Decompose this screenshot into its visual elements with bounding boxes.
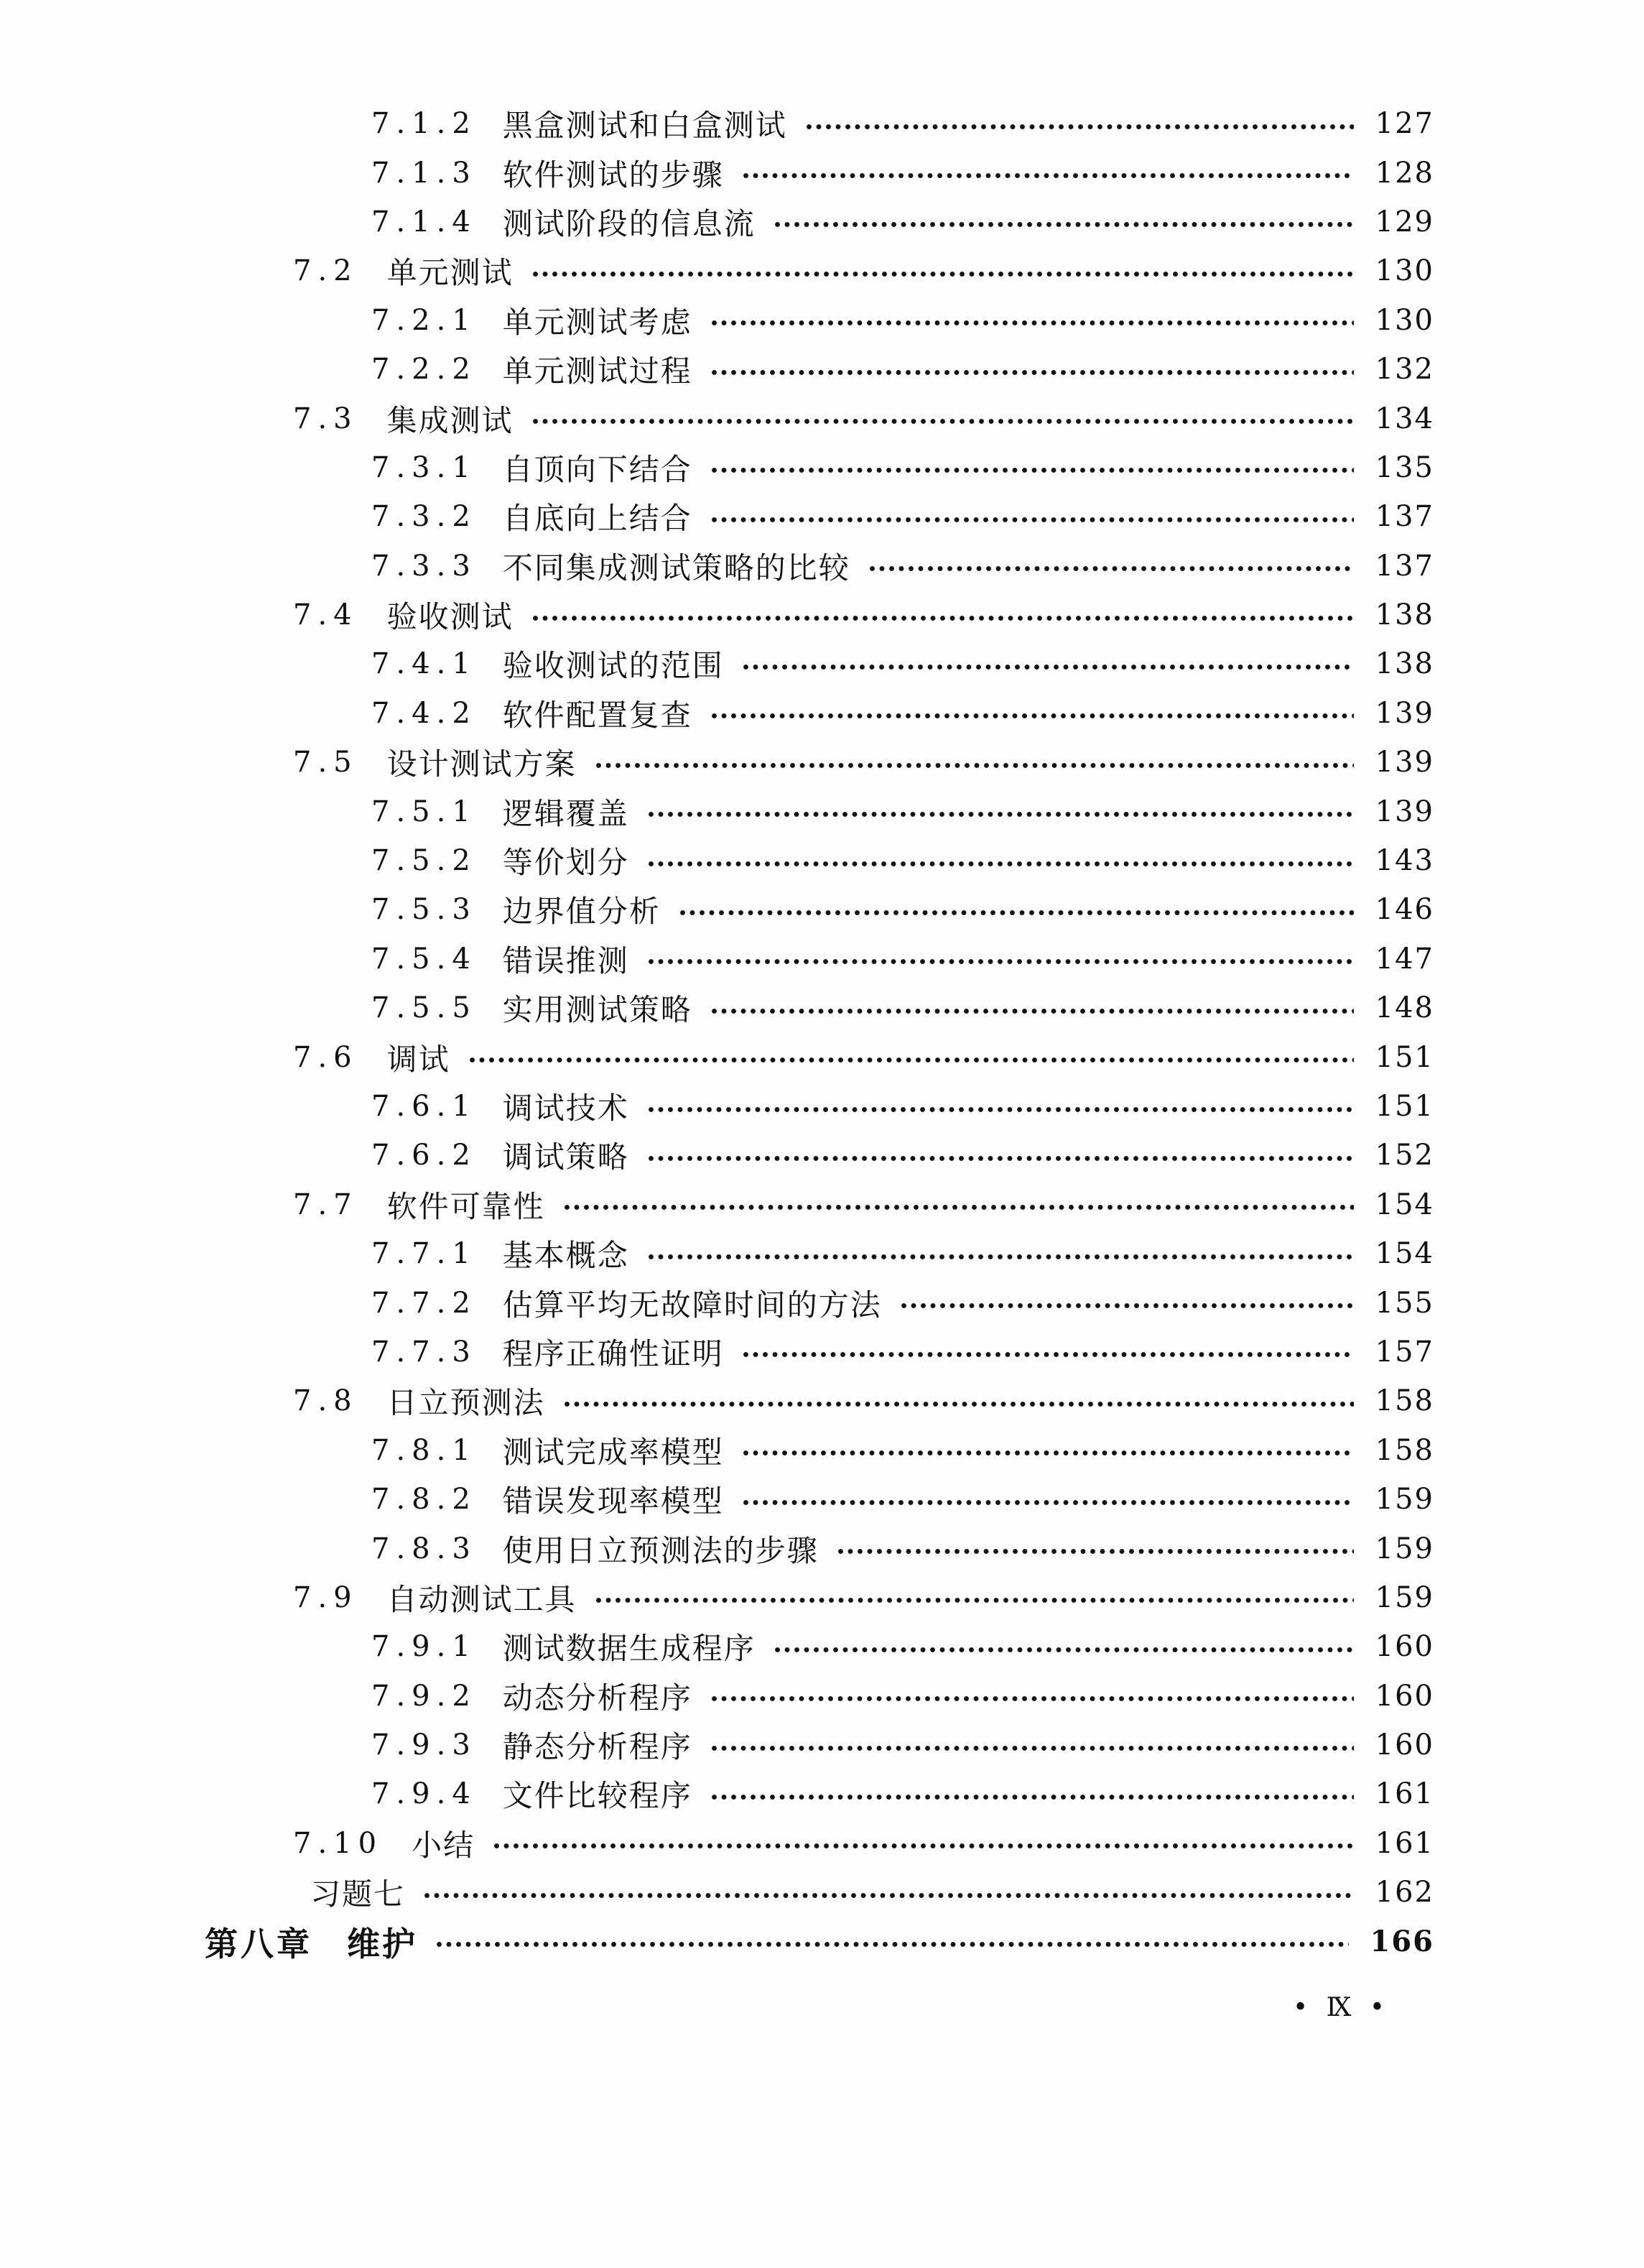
dot-leader [711, 369, 1354, 376]
toc-row [0, 1769, 1434, 1818]
toc-entry-title: 静态分析程序 [502, 1731, 692, 1765]
dot-leader [774, 221, 1354, 228]
toc-entry-number: 7.5.2 [371, 844, 477, 878]
toc-entry-page: 154 [1375, 1237, 1434, 1271]
dot-leader [806, 124, 1354, 130]
dot-leader [648, 1106, 1354, 1113]
dot-leader [743, 1351, 1354, 1358]
toc-row [0, 1622, 1434, 1671]
toc-entry-page: 134 [1375, 402, 1434, 435]
dot-leader [564, 1204, 1354, 1211]
toc-entry-title: 软件测试的步骤 [502, 159, 724, 193]
toc-row [0, 1082, 1434, 1131]
toc-entry-page: 161 [1375, 1777, 1434, 1811]
toc-entry-page: 135 [1375, 450, 1434, 484]
toc-entry-number: 7.3.1 [371, 450, 477, 484]
toc-entry-title: 边界值分析 [502, 896, 661, 930]
toc-entry-title: 测试完成率模型 [502, 1436, 724, 1470]
dot-leader [743, 1499, 1354, 1506]
toc-entry-page: 151 [1375, 1090, 1434, 1123]
toc-entry-title: 错误推测 [502, 945, 629, 978]
toc-entry-page: 139 [1375, 795, 1434, 828]
toc-row [0, 1524, 1434, 1573]
dot-leader [837, 1548, 1354, 1555]
toc-entry-page: 159 [1375, 1483, 1434, 1517]
toc-entry-number: 7.8 [293, 1384, 358, 1418]
toc-entry-title: 逻辑覆盖 [502, 797, 629, 831]
toc-entry-page: 159 [1375, 1532, 1434, 1565]
dot-leader [493, 1843, 1354, 1849]
toc-row [0, 1573, 1434, 1622]
toc-entry-number: 7.3 [293, 402, 358, 435]
toc-entry-page: 137 [1375, 500, 1434, 534]
toc-entry-page: 166 [1370, 1925, 1434, 1959]
toc-entry-page: 129 [1375, 205, 1434, 239]
dot-leader [711, 1745, 1354, 1751]
dot-leader [869, 565, 1354, 572]
toc-entry-page: 160 [1375, 1679, 1434, 1713]
toc-entry-number: 7.9.4 [371, 1777, 477, 1811]
toc-row [0, 1131, 1434, 1180]
dot-leader [711, 1794, 1354, 1800]
dot-leader [532, 615, 1354, 621]
toc-entry-title: 测试数据生成程序 [502, 1633, 756, 1667]
toc-entry-title: 程序正确性证明 [502, 1338, 724, 1371]
toc-entry-number: 7.1.4 [371, 205, 477, 239]
toc-row [0, 198, 1434, 246]
toc-entry-page: 127 [1375, 107, 1434, 141]
toc-row [0, 1672, 1434, 1721]
toc-entry-title: 单元测试 [386, 257, 514, 291]
toc-entry-title: 验收测试的范围 [502, 650, 724, 684]
toc-entry-number: 7.1.2 [371, 107, 477, 141]
dot-leader [648, 811, 1354, 818]
toc-entry-page: 157 [1375, 1335, 1434, 1369]
toc-entry-number: 7.9.1 [371, 1630, 477, 1664]
toc-entry-title: 调试技术 [502, 1093, 629, 1126]
toc-row [0, 1721, 1434, 1769]
toc-entry-number: 7.9.3 [371, 1728, 477, 1762]
dot-leader [469, 1057, 1354, 1063]
toc-entry-page: 162 [1375, 1876, 1434, 1910]
toc-entry-number: 7.5.4 [371, 942, 477, 976]
toc-entry-title: 集成测试 [386, 404, 514, 438]
toc-row [0, 1376, 1434, 1425]
toc-entry-title: 动态分析程序 [502, 1682, 692, 1716]
toc-list [0, 99, 1644, 1966]
dot-leader [711, 1008, 1354, 1014]
dot-leader [901, 1302, 1354, 1309]
toc-entry-number: 7.4 [293, 598, 358, 632]
toc-entry-title: 错误发现率模型 [502, 1486, 724, 1519]
toc-entry-title: 自底向上结合 [502, 503, 692, 537]
dot-leader [532, 271, 1354, 277]
toc-entry-number: 7.6 [293, 1040, 358, 1074]
toc-row [0, 935, 1434, 983]
toc-entry-number: 7.9.2 [371, 1679, 477, 1713]
toc-entry-number: 7.5.5 [371, 991, 477, 1025]
toc-entry-page: 139 [1375, 696, 1434, 730]
toc-entry-number: 7.7.1 [371, 1237, 477, 1271]
toc-row [0, 1328, 1434, 1376]
toc-entry-number: 第八章 [205, 1925, 312, 1963]
toc-entry-number: 7.7.3 [371, 1335, 477, 1369]
toc-entry-page: 160 [1375, 1728, 1434, 1762]
toc-entry-page: 130 [1375, 303, 1434, 337]
toc-entry-page: 152 [1375, 1139, 1434, 1172]
toc-row [0, 1868, 1434, 1917]
toc-entry-number: 7.5.3 [371, 893, 477, 927]
toc-entry-title: 设计测试方案 [386, 749, 577, 782]
dot-leader [595, 1597, 1354, 1603]
toc-entry-title: 软件配置复查 [502, 699, 692, 733]
toc-entry-title: 自顶向下结合 [502, 453, 692, 487]
toc-entry-page: 154 [1375, 1188, 1434, 1221]
dot-leader [564, 1401, 1354, 1407]
toc-row [0, 1229, 1434, 1278]
toc-entry-page: 132 [1375, 353, 1434, 387]
toc-row [0, 787, 1434, 836]
toc-entry-page: 146 [1375, 893, 1434, 927]
toc-entry-title: 调试策略 [502, 1142, 629, 1175]
toc-entry-number: 7.10 [293, 1826, 384, 1860]
toc-row [0, 591, 1434, 639]
toc-entry-number: 7.7 [293, 1188, 358, 1221]
toc-entry-number: 7.2 [293, 254, 358, 288]
toc-entry-page: 160 [1375, 1630, 1434, 1664]
dot-leader [679, 909, 1354, 916]
toc-entry-page: 128 [1375, 156, 1434, 190]
toc-entry-title: 等价划分 [502, 847, 629, 881]
toc-entry-page: 138 [1375, 647, 1434, 681]
dot-leader [648, 861, 1354, 867]
dot-leader [424, 1892, 1354, 1899]
dot-leader [711, 517, 1354, 523]
dot-leader [648, 1155, 1354, 1162]
toc-entry-number: 7.2.1 [371, 303, 477, 337]
dot-leader [743, 664, 1354, 670]
toc-entry-page: 137 [1375, 549, 1434, 583]
toc-row [0, 1032, 1434, 1081]
toc-row [0, 983, 1434, 1032]
dot-leader [743, 1450, 1354, 1456]
toc-entry-title: 习题七 [310, 1879, 406, 1912]
toc-entry-number: 7.3.2 [371, 500, 477, 534]
toc-entry-title: 不同集成测试策略的比较 [502, 552, 850, 585]
toc-entry-number: 7.6.1 [371, 1090, 477, 1123]
toc-row [0, 885, 1434, 934]
dot-leader [532, 418, 1354, 425]
toc-entry-title: 日立预测法 [386, 1387, 545, 1421]
toc-entry-number: 7.5.1 [371, 795, 477, 828]
toc-entry-title: 实用测试策略 [502, 994, 692, 1028]
toc-row [0, 296, 1434, 345]
toc-entry-title: 软件可靠性 [386, 1190, 545, 1224]
dot-leader [774, 1647, 1354, 1653]
dot-leader [711, 467, 1354, 473]
toc-entry-title: 使用日立预测法的步骤 [502, 1535, 819, 1568]
toc-row [0, 345, 1434, 394]
toc-entry-title: 测试阶段的信息流 [502, 208, 756, 241]
toc-row [0, 1475, 1434, 1524]
toc-entry-number: 7.4.1 [371, 647, 477, 681]
toc-row [0, 1819, 1434, 1868]
toc-entry-page: 155 [1375, 1286, 1434, 1320]
toc-row [0, 738, 1434, 787]
toc-entry-page: 151 [1375, 1040, 1434, 1074]
dot-leader [648, 958, 1354, 965]
page-number-footer: • Ⅸ • [1293, 1993, 1390, 2022]
toc-entry-page: 158 [1375, 1433, 1434, 1467]
toc-entry-page: 148 [1375, 991, 1434, 1025]
toc-entry-page: 139 [1375, 746, 1434, 779]
toc-row [0, 492, 1434, 541]
toc-row [0, 1917, 1434, 1966]
dot-leader [711, 320, 1354, 326]
toc-entry-title: 调试 [386, 1043, 450, 1077]
toc-entry-title: 文件比较程序 [502, 1780, 692, 1814]
toc-entry-title: 单元测试考虑 [502, 306, 692, 340]
toc-entry-page: 147 [1375, 942, 1434, 976]
toc-row [0, 148, 1434, 197]
toc-row [0, 443, 1434, 492]
toc-row [0, 246, 1434, 295]
toc-row [0, 1180, 1434, 1229]
toc-entry-number: 7.7.2 [371, 1286, 477, 1320]
toc-entry-page: 130 [1375, 254, 1434, 288]
toc-entry-title: 单元测试过程 [502, 356, 692, 389]
toc-entry-number: 7.4.2 [371, 696, 477, 730]
dot-leader [595, 762, 1354, 769]
toc-row [0, 394, 1434, 443]
dot-leader [743, 172, 1354, 179]
toc-entry-number: 7.3.3 [371, 549, 477, 583]
toc-entry-number: 7.6.2 [371, 1139, 477, 1172]
toc-row [0, 836, 1434, 885]
toc-entry-number: 7.8.2 [371, 1483, 477, 1517]
toc-entry-title: 基本概念 [502, 1240, 629, 1274]
dot-leader [648, 1254, 1354, 1260]
toc-row [0, 639, 1434, 688]
toc-entry-page: 158 [1375, 1384, 1434, 1418]
toc-row [0, 1426, 1434, 1475]
toc-entry-page: 138 [1375, 598, 1434, 632]
toc-entry-number: 7.9 [293, 1580, 358, 1614]
toc-entry-page: 143 [1375, 844, 1434, 878]
toc-entry-number: 7.8.3 [371, 1532, 477, 1565]
toc-entry-title: 验收测试 [386, 601, 514, 635]
dot-leader [711, 713, 1354, 719]
toc-entry-title: 估算平均无故障时间的方法 [502, 1289, 882, 1323]
toc-row [0, 1278, 1434, 1327]
toc-entry-title: 小结 [412, 1829, 475, 1863]
toc-entry-title: 维护 [347, 1925, 417, 1963]
toc-entry-page: 159 [1375, 1580, 1434, 1614]
toc-entry-number: 7.1.3 [371, 156, 477, 190]
toc-row [0, 542, 1434, 591]
dot-leader [711, 1695, 1354, 1702]
toc-entry-page: 161 [1375, 1826, 1434, 1860]
toc-entry-number: 7.8.1 [371, 1433, 477, 1467]
toc-entry-number: 7.2.2 [371, 353, 477, 387]
toc-row [0, 99, 1434, 148]
toc-entry-title: 自动测试工具 [386, 1583, 577, 1617]
toc-entry-number: 7.5 [293, 746, 358, 779]
toc-entry-title: 黑盒测试和白盒测试 [502, 110, 787, 144]
dot-leader [436, 1941, 1349, 1948]
toc-row [0, 689, 1434, 738]
